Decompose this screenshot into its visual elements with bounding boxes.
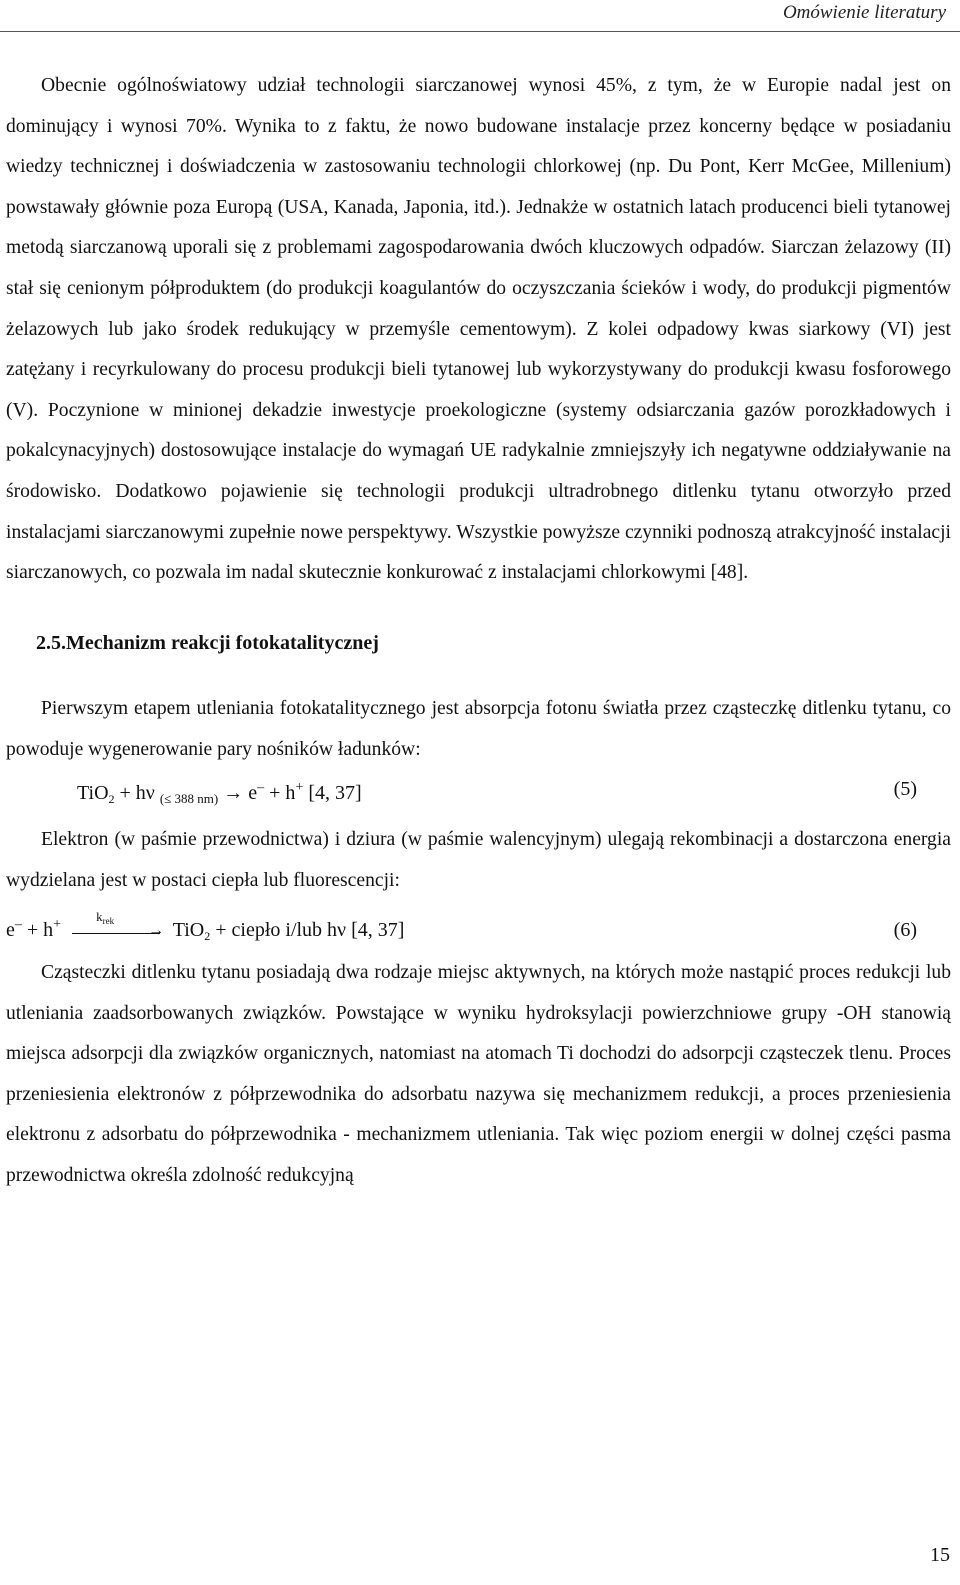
body-paragraph-3: Elektron (w paśmie przewodnictwa) i dziura (w paśmie walencyjnym) ulegają rekombinacji a dostarczona energia wydzielana jest w postaci ciepła lub fluorescencji:: [6, 829, 951, 891]
eq-hole: + h: [26, 919, 54, 941]
rate-constant-arrow: [72, 908, 165, 939]
eq-citation: [4, 37]: [308, 782, 362, 804]
body-paragraph-4: Cząsteczki ditlenku tytanu posiadają dwa rodzaje miejsc aktywnych, na których może nastąpić proces redukcji lub utleniania zaadsorbowanych związków. Powstające w wyniku hydroksylacji powierzchniowe grupy -OH stanowią miejsca adsorpcji dla związków organicznych, natomiast na atomach Ti dochodzi do adsorpcji cząsteczek tlenu. Proces przeniesienia elektronów z półprzewodnika do adsorbatu nazywa się mechanizmem redukcji, a proces przeniesienia elektronu z adsorbatu do półprzewodnika - mechanizmem utleniania. Tak więc poziom energii w dolnej części pasma przewodnictwa określa zdolność redukcyjną: [6, 962, 951, 1186]
equation-5: [0, 778, 960, 812]
running-header: Omówienie literatury: [782, 2, 946, 23]
eq-charge: –: [257, 780, 265, 795]
eq-wavelength-condition: (≤ 388 nm): [159, 791, 219, 806]
rate-constant-k: k: [96, 908, 103, 924]
page-number: 15: [930, 1544, 950, 1566]
arrow-line: [72, 933, 160, 934]
eq-charge: +: [53, 917, 62, 932]
equation-number: (6): [893, 919, 917, 941]
eq-tio2: TiO: [172, 919, 205, 941]
eq-subscript: 2: [108, 792, 115, 806]
body-paragraph-1: Obecnie ogólnoświatowy udział technologii siarczanowej wynosi 45%, z tym, że w Europie nadal jest on dominujący i wynosi 70%. Wynika to z faktu, że nowo budowane instalacje przez koncerny będące w posiadaniu wiedzy technicznej i doświadczenia w zastosowaniu technologii chlorkowej (np. Du Pont, Kerr McGee, Millenium) powstawały głównie poza Europą (USA, Kanada, Japonia, itd.). Jednakże w ostatnich latach producenci bieli tytanowej metodą siarczanową uporali się z problemami zagospodarowania dwóch kluczowych odpadów. Siarczan żelazowy (II) stał się cenionym półproduktem (do produkcji koagulantów do oczyszczania ścieków i wody, do produkcji pigmentów żelazowych lub jako środek redukujący w przemyśle cementowym). Z kolei odpadowy kwas siarkowy (VI) jest zatężany i recyrkulowany do procesu produkcji bieli tytanowej lub wykorzystywany do produkcji kwasu fosforowego (V). Poczynione w minionej dekadzie inwestycje proekologiczne (systemy odsiarczania gazów porozkładowych i pokalcynacyjnych) dostosowujące instalacje do wymagań UE radykalnie zmniejszyły ich negatywne oddziaływanie na środowisko. Dodatkowo pojawienie się technologii produkcji ultradrobnego ditlenku tytanu otworzyło przed instalacjami siarczanowymi zupełnie nowe perspektywy. Wszystkie powyższe czynniki podnoszą atrakcyjność instalacji siarczanowych, co pozwala im nadal skutecznie konkurować z instalacjami chlorkowymi [48].: [6, 75, 951, 584]
header-divider: [0, 31, 960, 32]
equation-6: [0, 908, 960, 947]
eq-charge: –: [14, 917, 22, 932]
eq-photon: + hν: [119, 782, 155, 804]
rate-constant-label: [96, 909, 114, 926]
equation-number: (5): [893, 778, 917, 800]
section-title: 2.5.Mechanizm reakcji fotokatalitycznej: [36, 632, 379, 654]
eq-subscript: 2: [204, 929, 211, 943]
eq-electron: e: [248, 782, 258, 804]
eq-products: + ciepło i/lub hν [4, 37]: [215, 919, 405, 941]
eq-electron: e: [6, 919, 15, 941]
arrow-head: →: [148, 921, 165, 939]
eq-hole: + h: [269, 782, 296, 804]
equation-6-expression: [6, 908, 405, 944]
rate-constant-subscript: rek: [102, 915, 115, 926]
body-paragraph-2: Pierwszym etapem utleniania fotokatalitycznego jest absorpcja fotonu światła przez cząsteczkę ditlenku tytanu, co powoduje wygenerowanie pary nośników ładunków:: [6, 698, 951, 760]
equation-5-expression: [77, 780, 362, 807]
reaction-arrow: →: [223, 782, 244, 804]
eq-tio2: TiO: [77, 782, 109, 804]
eq-charge: +: [295, 780, 304, 795]
